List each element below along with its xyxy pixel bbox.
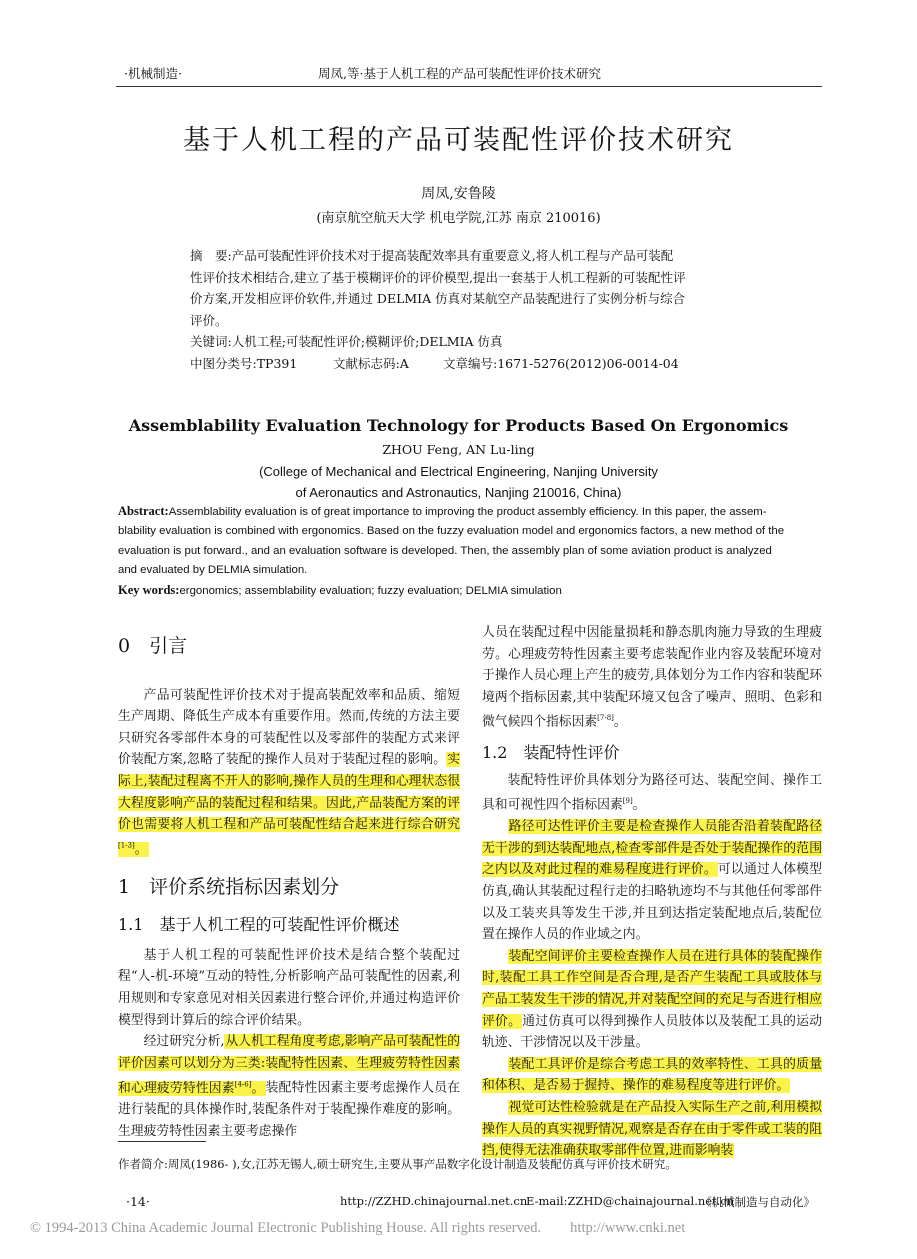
- factor-paragraph: 经过研究分析,从人机工程角度考虑,影响产品可装配性的评价因素可以划分为三类:装配特性因素、生理疲劳特性因素和心理疲劳特性因素[4-6]。装配特性因素主要考虑操作人员在进行装配的具体操作时,装配条件对于装配操作难度的影响。生理疲劳特性因素主要考虑操作: [118, 1034, 461, 1139]
- authors-en: ZHOU Feng, AN Lu-ling: [382, 442, 535, 457]
- section-heading-1-2: 1.2 装配特性评价: [482, 743, 620, 763]
- abstract-cn: 摘 要:产品可装配性评价技术对于提高装配效率具有重要意义,将人机工程与产品可装配 性评价技术相结合,建立了基于模糊评价的评价模型,提出一套基于人机工程新的可装配性评 价方案,开发相应评价软件,并通过 DELMIA 仿真对某航空产品装配进行了实例分析与综合 评价。 关键词:人机工程;可装配性评价;模糊评价;DELMIA 仿真 中图分类号:TP391 文献标志码:A 文章编号:1671-5276(2012)06-0014-04: [190, 245, 765, 374]
- citation: [1-3]: [118, 841, 135, 850]
- highlighted-text: 路径可达性评价主要是检查操作人员能否沿着装配路径无干涉的到达装配地点,检查零部件是否处于装配操作的范围之内以及对此过程的难易程度进行评价。: [482, 819, 822, 878]
- paper-title-cn: 基于人机工程的产品可装配性评价技术研究: [183, 125, 734, 156]
- body-left-column: [118, 636, 460, 1142]
- highlighted-text: 装配工具评价是综合考虑工具的效率特性、工具的质量和体积、是否易于握持、操作的难易程度等进行评价。: [482, 1056, 822, 1094]
- copyright-line: © 1994-2013 China Academic Journal Electronic Publishing House. All rights reserved. http://www.cnki.net: [30, 1220, 686, 1236]
- article-number: 文章编号:1671-5276(2012)06-0014-04: [443, 355, 679, 371]
- assembly-space-paragraph: 装配空间评价主要检查操作人员在进行具体的装配操作时,装配工具工作空间是否合理,是否产生装配工具或肢体与产品工装发生干涉的情况,并对装配空间的充足与否进行相应评价。通过仿真可以得到操作人员肢体以及装配工具的运动轨迹、干涉情况以及干涉量。: [482, 948, 823, 1051]
- paper-title-en: Assemblability Evaluation Technology for Products Based On Ergonomics: [128, 416, 789, 435]
- visual-reachability-paragraph: [482, 1097, 822, 1162]
- affiliation-cn: (南京航空航天大学 机电学院,江苏 南京 210016): [316, 211, 601, 226]
- authors-cn: 周凤,安鲁陵: [421, 186, 496, 202]
- section-heading-0: 0 引言: [118, 635, 188, 657]
- journal-url: http://ZZHD.chinajournal.net.cn: [340, 1194, 528, 1208]
- assembly-eval-paragraph: 装配特性评价具体划分为路径可达、装配空间、操作工具和可视性四个指标因素[9]。: [482, 772, 822, 813]
- keywords-cn: 关键词:人机工程;可装配性评价;模糊评价;DELMIA 仿真: [190, 334, 503, 349]
- header-rule: [116, 86, 822, 87]
- intro-paragraph: 产品可装配性评价技术对于提高装配效率和品质、缩短生产周期、降低生产成本有重要作用。然而,传统的方法主要只研究各零部件本身的可装配性以及零部件的装配方式来评价装配方案,忽略了装配的操作人员对于装配过程的影响。实际上,装配过程离不开人的影响,操作人员的生理和心理状态很大程度影响产品的装配过程和结果。因此,产品装配方案的评价也需要将人机工程和产品可装配性结合起来进行综合研究[1-3]。: [118, 687, 460, 858]
- highlighted-text: 视觉可达性检验就是在产品投入实际生产之前,利用模拟操作人员的真实视野情况,观察是否存在由于零件或工装的阻挡,使得无法准确获取零部件位置,进而影响装: [482, 1100, 822, 1159]
- section-heading-1: 1 评价系统指标因素划分: [118, 875, 340, 898]
- highlighted-text: 实际上,装配过程离不开人的影响,操作人员的生理和心理状态很大程度影响产品的装配过程和结果。因此,产品装配方案的评价也需要将人机工程和产品可装配性结合起来进行综合研究[1-3]。: [118, 752, 460, 858]
- fatigue-paragraph: 人员在装配过程中因能量损耗和静态肌肉施力导致的生理疲劳。心理疲劳特性因素主要考虑装配作业内容及装配环境对于操作人员心理上产生的疲劳,具体划分为工作内容和装配环境两个指标因素,其中装配环境又包含了噪声、照明、色彩和微气候四个指标因素[7-8]。: [482, 625, 822, 730]
- page-number: ·14·: [126, 1194, 150, 1209]
- journal-section-tag: ·机械制造·: [124, 66, 182, 81]
- keywords-en: Key words:ergonomics; assemblability evaluation; fuzzy evaluation; DELMIA simulation: [118, 582, 562, 597]
- citation: [7-8]: [597, 714, 614, 723]
- abstract-en: Abstract:Assemblability evaluation is of great importance to improving the product assembly efficiency. In this paper, the assem- blability evaluation is combined with ergonomics. Based on the fuzzy evaluation model and ergonomics factors, a new method of the evaluation is put forward., and an evaluation software is developed. Then, the assembly plan of some aviation product is analyzed and evaluated by DELMIA simulation. Key words:ergonomics; assemblability evaluation; fuzzy evaluation; DELMIA simulation: [118, 502, 822, 601]
- tool-eval-paragraph: [482, 1054, 822, 1097]
- body-right-column: [482, 622, 822, 1162]
- highlighted-text: 从人机工程角度考虑,影响产品可装配性的评价因素可以划分为三类:装配特性因素、生理疲劳特性因素和心理疲劳特性因素[4-6]。: [118, 1034, 460, 1096]
- footnote-rule: [118, 1141, 206, 1142]
- document-code: 文献标志码:A: [333, 355, 409, 371]
- journal-name: 《机械制造与自动化》: [700, 1195, 815, 1209]
- citation: [9]: [622, 797, 633, 806]
- abstract-label: 摘 要:: [190, 248, 232, 263]
- classification-line: [190, 353, 765, 375]
- citation: [4-6]: [234, 1080, 252, 1089]
- highlighted-text: 装配空间评价主要检查操作人员在进行具体的装配操作时,装配工具工作空间是否合理,是否产生装配工具或肢体与产品工装发生干涉的情况,并对装配空间的充足与否进行相应评价。: [482, 948, 822, 1029]
- affiliation-en: (College of Mechanical and Electrical Engineering, Nanjing University of Aeronautics and Astronautics, Nanjing 210016, China): [259, 464, 658, 500]
- section-heading-1-1: 1.1 基于人机工程的可装配性评价概述: [118, 915, 400, 935]
- abstract-en-label: Abstract:: [118, 504, 169, 518]
- overview-paragraph: 基于人机工程的可装配性评价技术是结合整个装配过程“人-机-环境”互动的特性,分析影响产品可装配性的因素,利用规则和专家意见对相关因素进行整合评价,并通过构造评价模型得到计算后的综合评价结果。: [118, 947, 460, 1028]
- journal-email: E-mail:ZZHD@chainajournal.net.cn: [526, 1194, 735, 1208]
- path-reachability-paragraph: 路径可达性评价主要是检查操作人员能否沿着装配路径无干涉的到达装配地点,检查零部件是否处于装配操作的范围之内以及对此过程的难易程度进行评价。可以通过人体模型仿真,确认其装配过程行走的扫略轨迹均不与其他任何零部件以及工装夹具等发生干涉,并且到达指定装配地点后,装配位置在操作人员的作业域之内。: [482, 819, 823, 943]
- author-footnote: 作者简介:周凤(1986- ),女,江苏无锡人,硕士研究生,主要从事产品数字化设计制造及装配仿真与评价技术研究。: [118, 1157, 677, 1171]
- clc-number: 中图分类号:TP391: [190, 355, 298, 371]
- running-title: 周凤,等·基于人机工程的产品可装配性评价技术研究: [318, 66, 601, 81]
